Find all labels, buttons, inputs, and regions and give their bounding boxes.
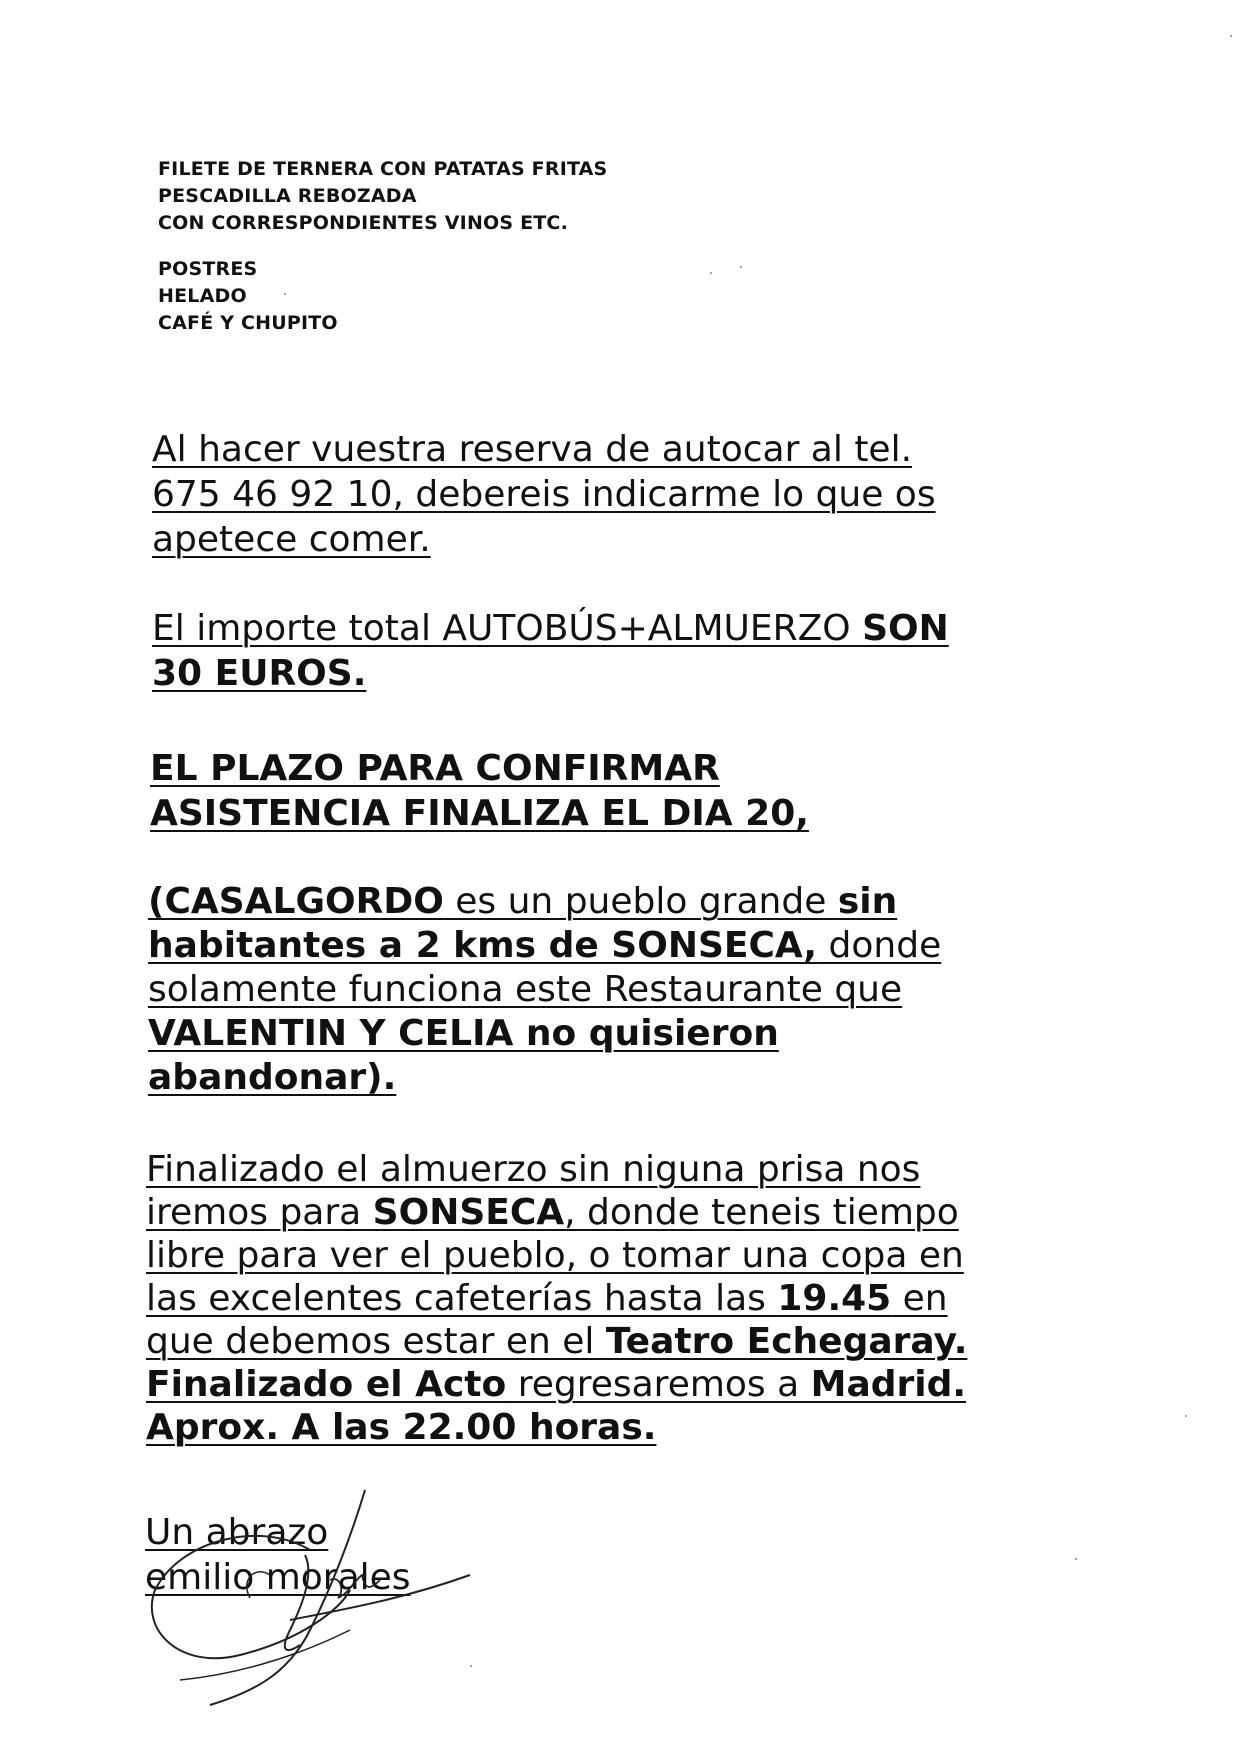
- bold-text: Madrid.: [810, 1364, 967, 1405]
- menu-main-dishes: [158, 156, 607, 237]
- scan-speck: [740, 266, 742, 268]
- closing-greeting: Un abrazo: [145, 1512, 329, 1553]
- scan-speck: [1230, 35, 1232, 37]
- deadline-paragraph: [150, 746, 1030, 836]
- afternoon-line: [146, 1363, 1026, 1406]
- handwritten-signature: [140, 1480, 500, 1720]
- bold-text: 19.45: [777, 1278, 892, 1319]
- afternoon-paragraph: [146, 1148, 1026, 1449]
- bold-text: Teatro Echegaray.: [605, 1321, 968, 1362]
- casalgordo-paragraph: [148, 880, 1028, 1100]
- text: que debemos estar en el: [146, 1321, 606, 1362]
- bold-text: habitantes a 2 kms de SONSECA,: [148, 925, 818, 966]
- scan-speck: [1075, 1558, 1077, 1560]
- scan-speck: [284, 293, 286, 295]
- bold-text: SONSECA: [372, 1192, 565, 1233]
- menu-desserts: [158, 256, 338, 337]
- bold-text: Finalizado el Acto: [146, 1364, 507, 1405]
- price-paragraph: [152, 606, 1032, 696]
- price-bold: SON: [862, 608, 949, 649]
- reservation-line: 675 46 92 10, debereis indicarme lo que os: [152, 474, 936, 515]
- casalgordo-line: [148, 880, 1028, 924]
- price-line: [152, 606, 1032, 651]
- casalgordo-line: [148, 924, 1028, 968]
- menu-item: CON CORRESPONDIENTES VINOS ETC.: [158, 212, 568, 234]
- afternoon-line: libre para ver el pueblo, o tomar una copa en: [146, 1235, 964, 1276]
- text: las excelentes cafeterías hasta las: [146, 1278, 778, 1319]
- price-amount: 30 EUROS.: [152, 653, 367, 694]
- text: en: [891, 1278, 948, 1319]
- deadline-line: ASISTENCIA FINALIZA EL DIA 20,: [150, 793, 809, 834]
- text: , donde teneis tiempo: [564, 1192, 959, 1233]
- text: iremos para: [146, 1192, 373, 1233]
- afternoon-line: Finalizado el almuerzo sin niguna prisa nos: [146, 1149, 921, 1190]
- menu-item: HELADO: [158, 285, 247, 307]
- menu-item: POSTRES: [158, 258, 258, 280]
- reservation-line: apetece comer.: [152, 519, 431, 560]
- afternoon-line: [146, 1320, 1026, 1363]
- text: es un pueblo grande: [443, 881, 838, 922]
- text: donde: [817, 925, 942, 966]
- casalgordo-line: solamente funciona este Restaurante que: [148, 969, 903, 1010]
- casalgordo-line: abandonar).: [148, 1057, 397, 1098]
- scan-speck: [470, 1665, 472, 1667]
- afternoon-line: [146, 1191, 1026, 1234]
- price-text: El importe total AUTOBÚS+ALMUERZO: [152, 608, 863, 649]
- scan-speck: [1185, 1415, 1187, 1417]
- reservation-paragraph: [152, 427, 1032, 562]
- bold-text: (CASALGORDO: [148, 881, 444, 922]
- afternoon-line: Aprox. A las 22.00 horas.: [146, 1407, 657, 1448]
- closing-name: emilio morales: [145, 1557, 411, 1598]
- bold-text: sin: [837, 881, 898, 922]
- scan-speck: [710, 272, 712, 274]
- text: regresaremos a: [506, 1364, 811, 1405]
- reservation-line: Al hacer vuestra reserva de autocar al tel.: [152, 429, 913, 470]
- deadline-line: EL PLAZO PARA CONFIRMAR: [150, 748, 720, 789]
- menu-item: CAFÉ Y CHUPITO: [158, 312, 338, 334]
- afternoon-line: [146, 1277, 1026, 1320]
- menu-item: FILETE DE TERNERA CON PATATAS FRITAS: [158, 158, 608, 180]
- menu-item: PESCADILLA REBOZADA: [158, 185, 417, 207]
- casalgordo-line: VALENTIN Y CELIA no quisieron: [148, 1013, 779, 1054]
